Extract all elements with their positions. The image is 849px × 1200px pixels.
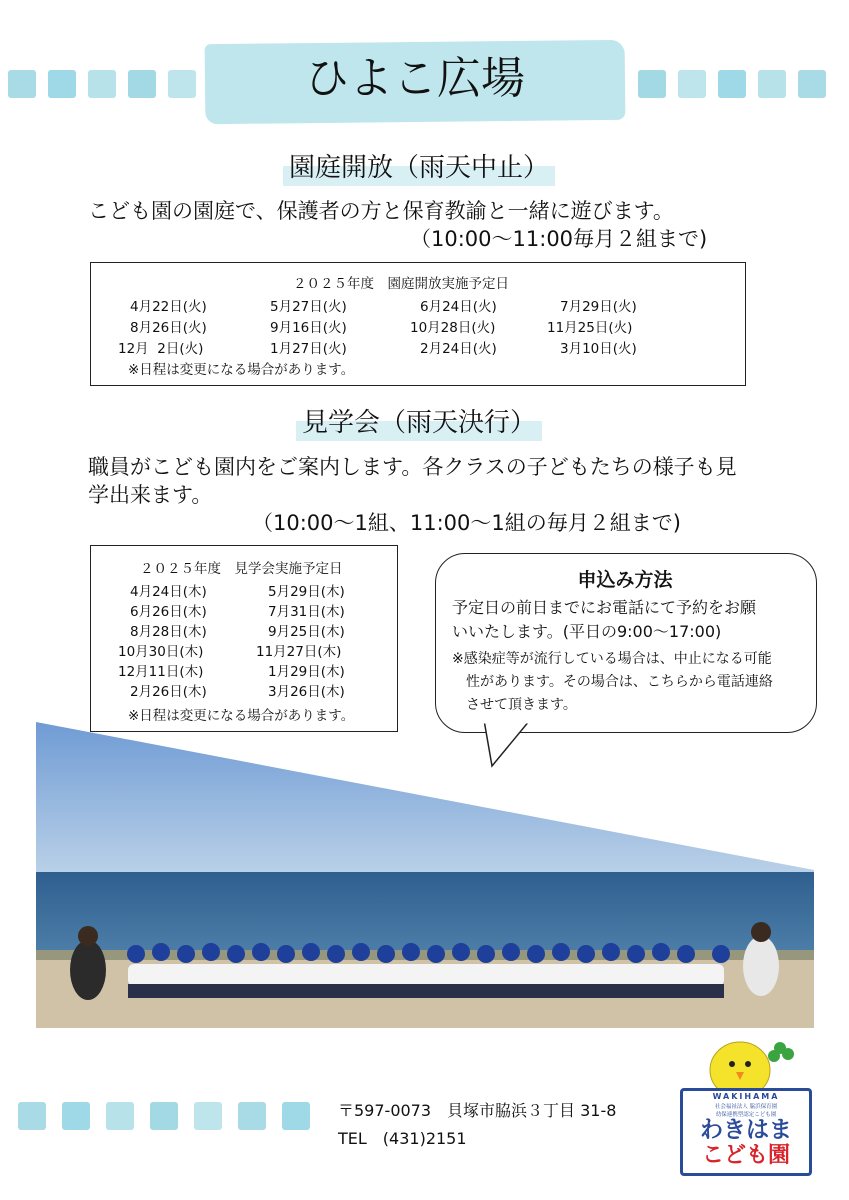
- tour-date: 3月26日(木): [268, 684, 345, 700]
- tour-date: 9月25日(木): [268, 624, 345, 640]
- logo-type: 幼保連携型認定こども園: [715, 1112, 777, 1118]
- tour-date: 11月27日(木): [256, 644, 342, 660]
- garden-date: 12月 2日(火): [118, 341, 204, 357]
- phone-number: TEL (431)2151: [338, 1129, 467, 1148]
- garden-date: 1月27日(火): [270, 341, 347, 357]
- tour-date: 2月26日(木): [130, 684, 207, 700]
- kodomoen-logo: [680, 1030, 810, 1172]
- garden-date: 6月24日(火): [420, 299, 497, 315]
- tour-date: 12月11日(木): [118, 664, 204, 680]
- logo-brand: WAKIHAMA: [712, 1092, 780, 1101]
- tour-description-line1: 職員がこども園内をご案内します。各クラスの子どもたちの様子も見: [88, 455, 737, 479]
- tour-date: 1月29日(木): [268, 664, 345, 680]
- garden-date: 11月25日(火): [547, 320, 633, 336]
- garden-date: 2月24日(火): [420, 341, 497, 357]
- apply-text: 予定日の前日までにお電話にて予約をお願: [452, 598, 757, 617]
- tour-date: 8月28日(木): [130, 624, 207, 640]
- address: 〒597-0073 貝塚市脇浜３丁目 31-8: [338, 1101, 617, 1120]
- garden-date: 7月29日(火): [560, 299, 637, 315]
- tour-date: 7月31日(木): [268, 604, 345, 620]
- garden-time: （10:00～11:00毎月２組まで): [410, 227, 708, 251]
- garden-description: こども園の園庭で、保護者の方と保育教諭と一緒に遊びます。: [88, 199, 674, 223]
- garden-date: 9月16日(火): [270, 320, 347, 336]
- tour-time: （10:00～1組、11:00～1組の毎月２組まで): [252, 511, 681, 535]
- tour-schedule-title: ２０２５年度 見学会実施予定日: [140, 561, 343, 577]
- garden-date: 3月10日(火): [560, 341, 637, 357]
- tour-note: ※日程は変更になる場合があります。: [128, 708, 355, 724]
- garden-date: 5月27日(火): [270, 299, 347, 315]
- apply-text: いいたします。(平日の9:00～17:00): [452, 622, 722, 641]
- tour-date: 10月30日(木): [118, 644, 204, 660]
- beach-photo: [36, 722, 814, 1028]
- garden-heading: 園庭開放（雨天中止）: [283, 150, 555, 186]
- tour-date: 6月26日(木): [130, 604, 207, 620]
- garden-schedule-title: ２０２５年度 園庭開放実施予定日: [293, 276, 509, 292]
- tour-heading: 見学会（雨天決行）: [296, 405, 542, 441]
- logo-org: 社会福祉法人 脇浜保育園: [714, 1104, 778, 1110]
- logo-name-bottom: こども園: [701, 1143, 790, 1168]
- garden-note: ※日程は変更になる場合があります。: [128, 362, 355, 378]
- garden-date: 4月22日(火): [130, 299, 207, 315]
- tour-date: 4月24日(木): [130, 584, 207, 600]
- apply-caution: させて頂きます。: [466, 697, 577, 713]
- logo-name-top: わきはま: [700, 1117, 792, 1143]
- garden-date: 10月28日(火): [410, 320, 496, 336]
- page-title: ひよこ広場: [305, 53, 525, 104]
- tour-description-line2: 学出来ます。: [88, 483, 213, 507]
- apply-caution: 性があります。その場合は、こちらから電話連絡: [466, 674, 773, 690]
- tour-date: 5月29日(木): [268, 584, 345, 600]
- apply-title: 申込み方法: [577, 569, 673, 591]
- apply-caution: ※感染症等が流行している場合は、中止になる可能: [452, 651, 772, 667]
- garden-date: 8月26日(火): [130, 320, 207, 336]
